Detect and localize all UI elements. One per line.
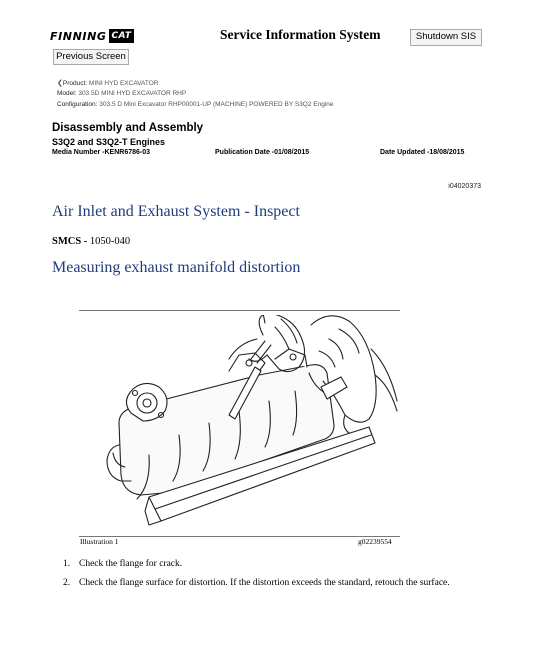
step-text: Check the flange for crack.	[79, 559, 183, 569]
shutdown-sis-button[interactable]: Shutdown SIS	[410, 29, 482, 46]
section-heading: Disassembly and Assembly	[52, 122, 204, 134]
cat-badge: CAT	[109, 29, 135, 43]
engine-heading: S3Q2 and S3Q2-T Engines	[52, 137, 166, 147]
product-value: MINI HYD EXCAVATOR	[88, 80, 159, 87]
configuration-label: Configuration:	[57, 101, 98, 108]
configuration-line	[57, 101, 334, 108]
model-line	[57, 90, 186, 97]
system-title: Service Information System	[220, 27, 381, 42]
configuration-value: 303.5 D Mini Excavator RHP00001-UP (MACHINE) POWERED BY S3Q2 Engine	[99, 101, 334, 108]
document-id: i04020373	[448, 183, 481, 190]
finning-cat-logo	[50, 27, 136, 45]
illustration-code: g02239554	[358, 537, 392, 546]
smcs-label: SMCS -	[52, 236, 88, 247]
manifold-distortion-drawing	[79, 315, 400, 533]
media-number: Media Number -KENR6786-03	[52, 149, 151, 156]
subsection-title: Measuring exhaust manifold distortion	[52, 259, 301, 276]
smcs-value: 1050-040	[89, 236, 131, 247]
step-number: 1.	[63, 559, 71, 569]
page-title: Air Inlet and Exhaust System - Inspect	[52, 203, 300, 220]
step-item	[63, 558, 463, 570]
smcs-code	[52, 236, 130, 247]
publication-date: Publication Date -01/08/2015	[215, 149, 310, 156]
step-text: Check the flange surface for distortion. If the distortion exceeds the standard, retouch the surface.	[79, 578, 450, 588]
model-value: 303.5D MINI HYD EXCAVATOR RHP	[78, 90, 187, 97]
illustration-label: Illustration 1	[80, 537, 119, 546]
back-arrow-icon[interactable]: ❮	[57, 80, 63, 87]
product-line	[57, 79, 159, 87]
product-label: Product:	[62, 80, 88, 87]
previous-screen-button[interactable]: Previous Screen	[53, 49, 129, 65]
procedure-steps	[63, 558, 463, 596]
model-label: Model:	[57, 90, 77, 97]
date-updated: Date Updated -18/08/2015	[380, 149, 465, 156]
step-item	[63, 577, 463, 589]
step-number: 2.	[63, 578, 71, 588]
logo-wordmark: FINNING	[50, 29, 107, 43]
illustration-frame	[79, 310, 400, 537]
